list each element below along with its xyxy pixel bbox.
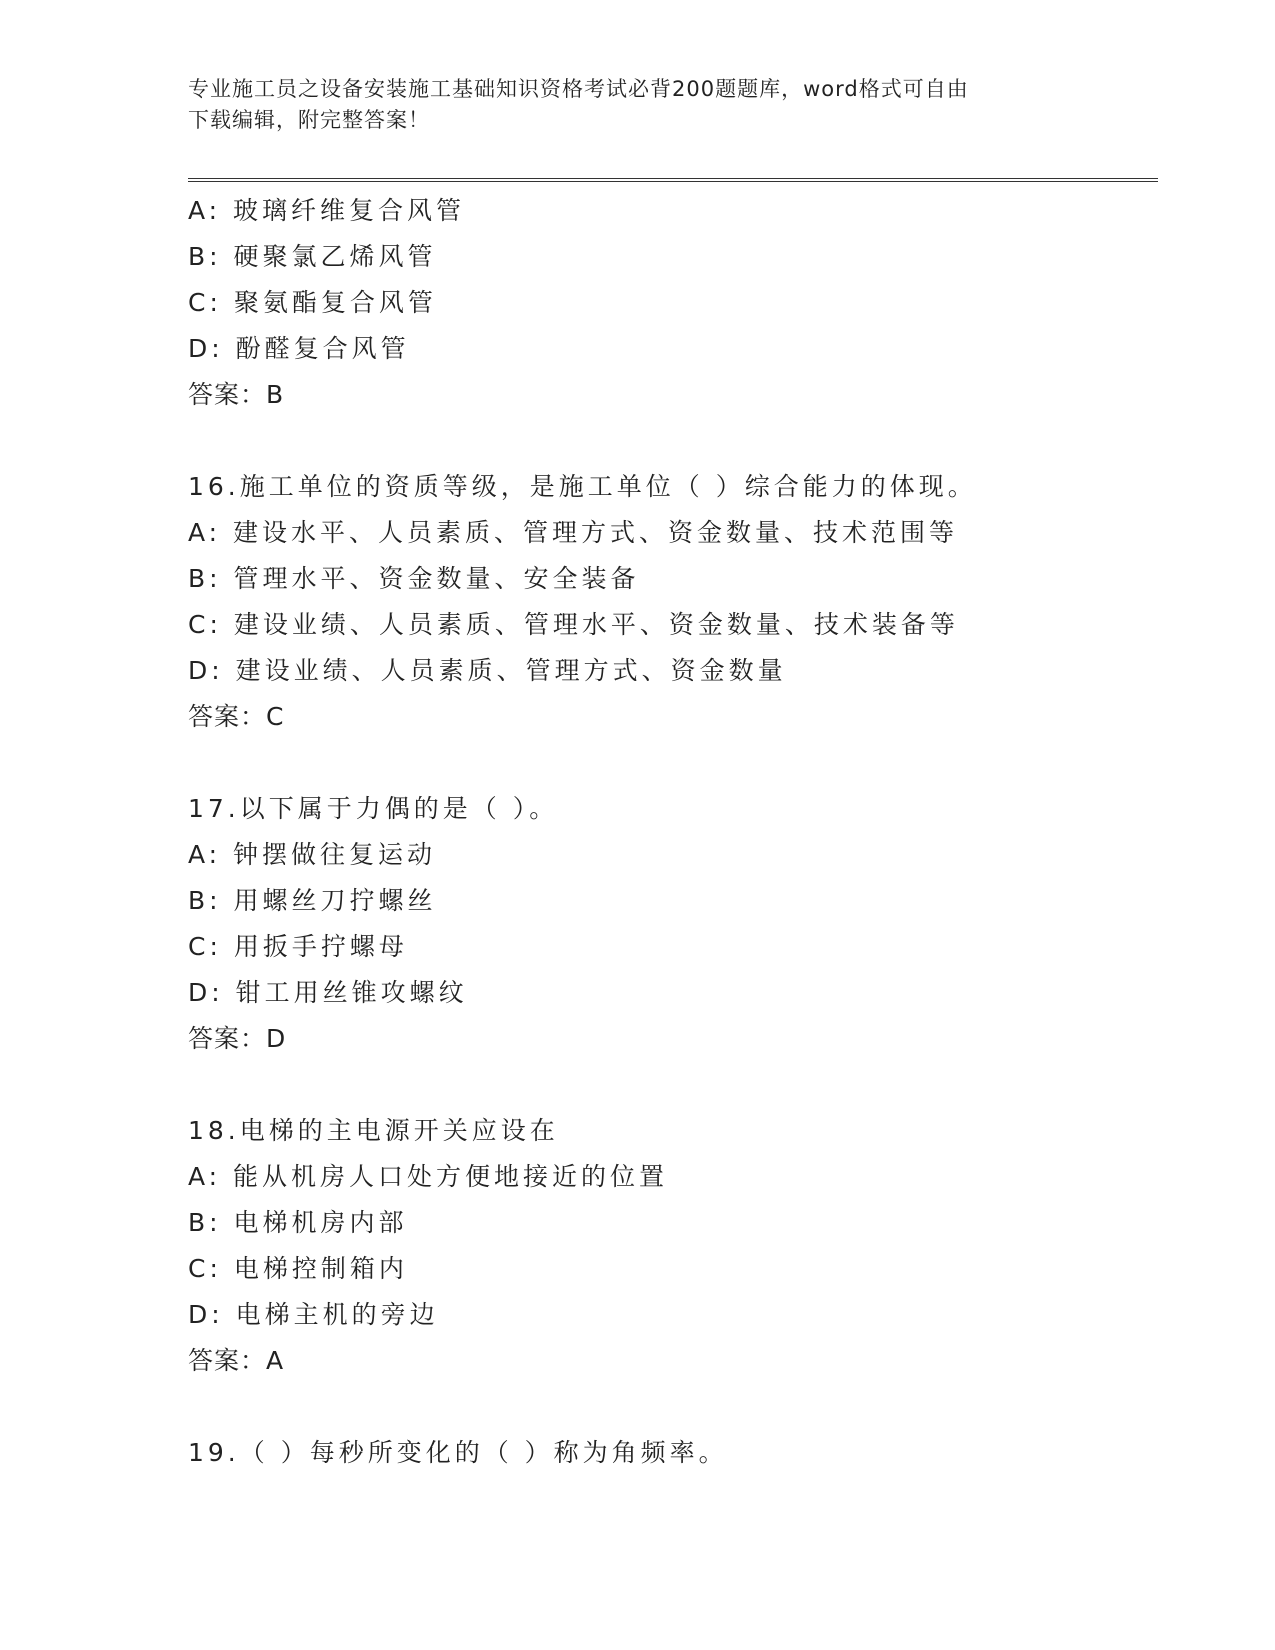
question-list	[188, 188, 1168, 1476]
option-d: D: 电梯主机的旁边	[188, 1300, 439, 1329]
header-line-2: 下载编辑，附完整答案！	[188, 108, 430, 132]
answer-line: 答案：D	[188, 1024, 287, 1053]
option-d: D: 建设业绩、人员素质、管理方式、资金数量	[188, 656, 787, 685]
option-a: A: 能从机房人口处方便地接近的位置	[188, 1162, 669, 1191]
question-text: 19.（ ）每秒所变化的（ ）称为角频率。	[188, 1438, 728, 1467]
option-b: B: 电梯机房内部	[188, 1208, 408, 1237]
option-b: B: 用螺丝刀拧螺丝	[188, 886, 437, 915]
option-a: A: 钟摆做往复运动	[188, 840, 437, 869]
option-b: B: 硬聚氯乙烯风管	[188, 242, 437, 271]
option-c: C: 建设业绩、人员素质、管理水平、资金数量、技术装备等	[188, 610, 959, 639]
question-block-16	[188, 464, 1168, 740]
question-block-18	[188, 1108, 1168, 1384]
document-header	[188, 74, 1088, 136]
header-line-1: 专业施工员之设备安装施工基础知识资格考试必背200题题库，word格式可自由	[188, 77, 969, 101]
answer-line: 答案：C	[188, 702, 285, 731]
question-text: 17.以下属于力偶的是（ ）。	[188, 794, 559, 823]
header-divider	[188, 178, 1158, 182]
question-text: 16.施工单位的资质等级，是施工单位（ ）综合能力的体现。	[188, 472, 977, 501]
question-block-15	[188, 188, 1168, 418]
option-c: C: 电梯控制箱内	[188, 1254, 408, 1283]
option-d: D: 钳工用丝锥攻螺纹	[188, 978, 468, 1007]
option-d: D: 酚醛复合风管	[188, 334, 410, 363]
spacer	[188, 1062, 1168, 1108]
spacer	[188, 1384, 1168, 1430]
option-c: C: 聚氨酯复合风管	[188, 288, 437, 317]
answer-line: 答案：A	[188, 1346, 285, 1375]
option-a: A: 建设水平、人员素质、管理方式、资金数量、技术范围等	[188, 518, 959, 547]
option-a: A: 玻璃纤维复合风管	[188, 196, 466, 225]
option-c: C: 用扳手拧螺母	[188, 932, 408, 961]
answer-line: 答案：B	[188, 380, 285, 409]
spacer	[188, 418, 1168, 464]
question-block-17	[188, 786, 1168, 1062]
option-b: B: 管理水平、资金数量、安全装备	[188, 564, 640, 593]
question-text: 18.电梯的主电源开关应设在	[188, 1116, 559, 1145]
question-block-19	[188, 1430, 1168, 1476]
spacer	[188, 740, 1168, 786]
